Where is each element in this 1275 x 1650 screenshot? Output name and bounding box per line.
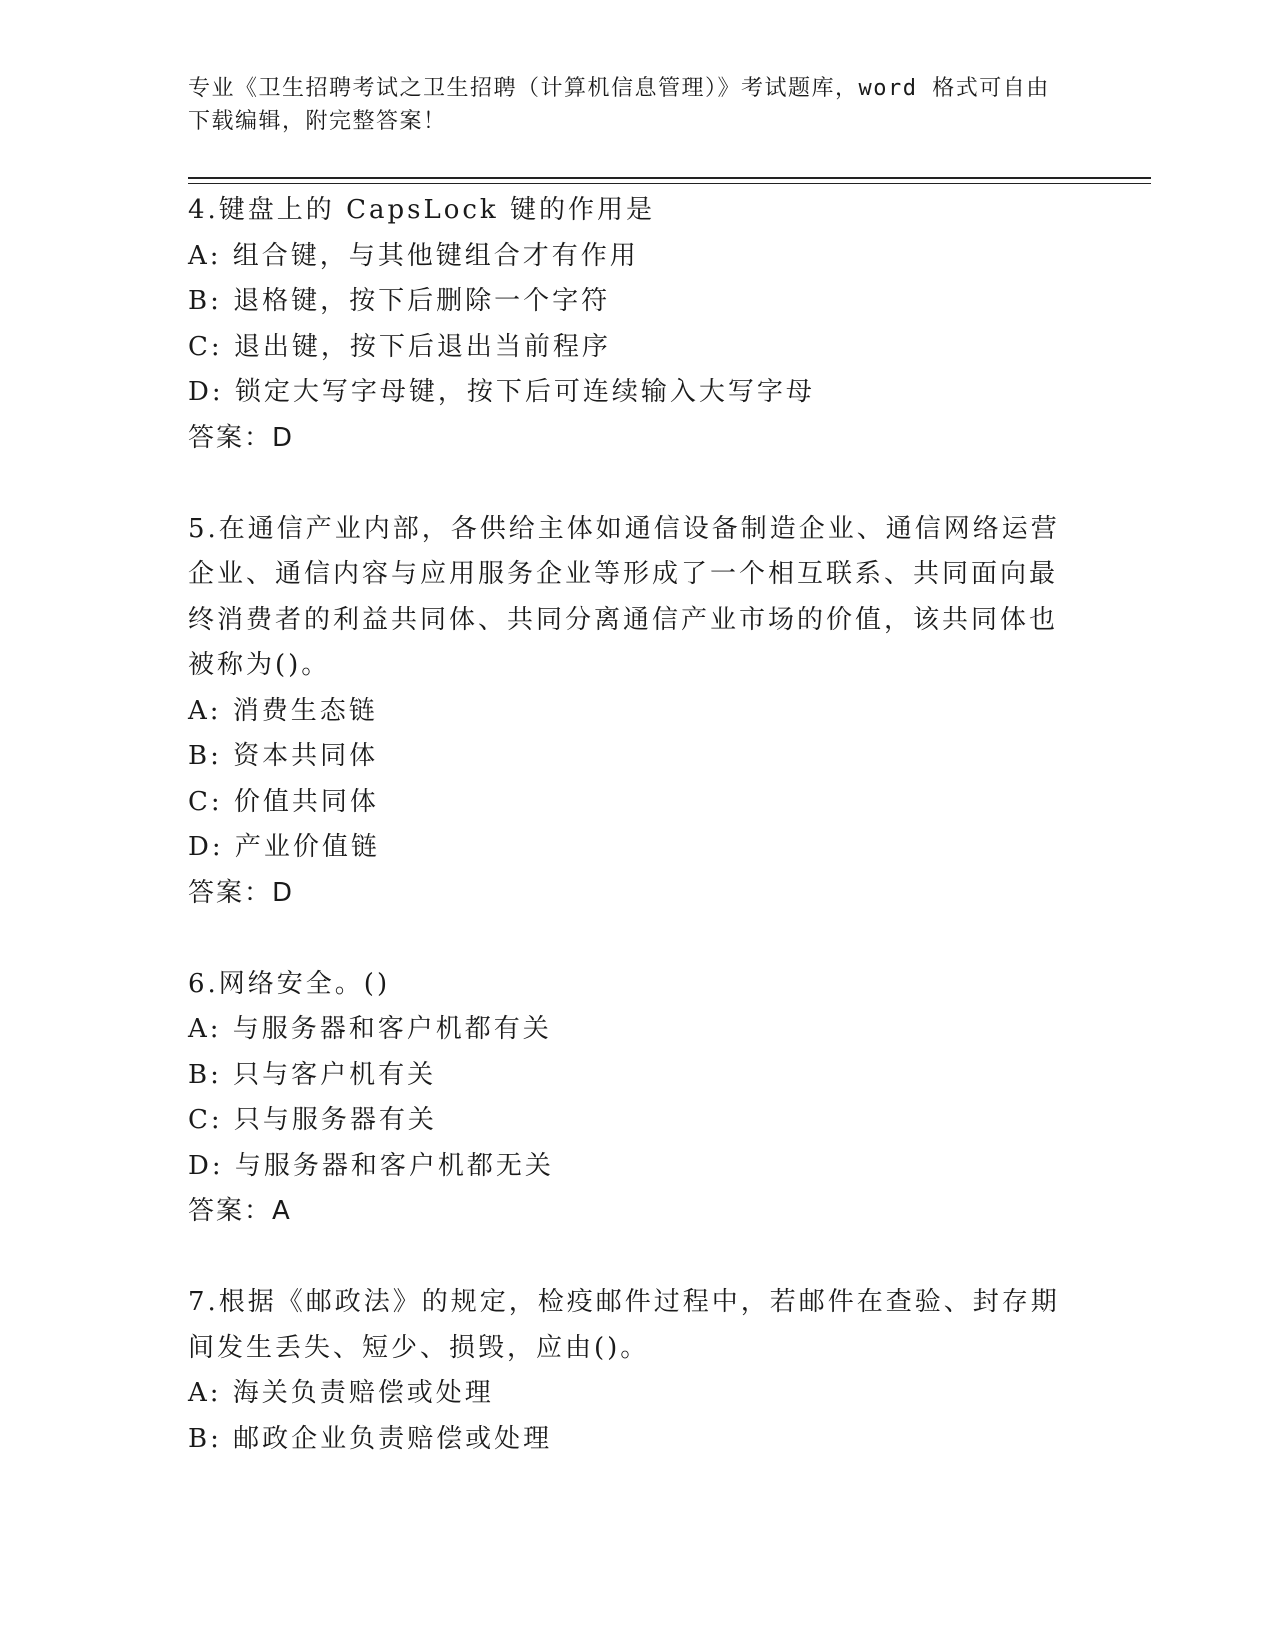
- option-d: D: 产业价值链: [188, 832, 380, 862]
- answer-line: 答案：A: [188, 1196, 292, 1226]
- option-b: B: 邮政企业负责赔偿或处理: [188, 1423, 553, 1454]
- header-divider-thin: [188, 183, 1151, 184]
- option-c: C: 退出键，按下后退出当前程序: [188, 331, 611, 362]
- option-d: D: 锁定大写字母键，按下后可连续输入大写字母: [188, 377, 815, 407]
- answer-line: 答案：D: [188, 422, 295, 453]
- option-d: D: 与服务器和客户机都无关: [188, 1150, 554, 1181]
- question-item: [188, 507, 1068, 917]
- option-a: A: 海关负责赔偿或处理: [188, 1378, 494, 1408]
- answer-line: 答案：D: [188, 877, 295, 908]
- question-item: [188, 1280, 1068, 1462]
- document-header: 专业《卫生招聘考试之卫生招聘（计算机信息管理）》考试题库，word 格式可自由下载编辑，附完整答案！: [188, 76, 1050, 134]
- question-stem: 5.在通信产业内部，各供给主体如通信设备制造企业、通信网络运营企业、通信内容与应用服务企业等形成了一个相互联系、共同面向最终消费者的利益共同体、共同分离通信产业市场的价值，该共同体也被称为()。: [188, 513, 1060, 680]
- option-c: C: 只与服务器有关: [188, 1105, 437, 1135]
- option-b: B: 只与客户机有关: [188, 1059, 437, 1090]
- option-b: B: 资本共同体: [188, 741, 379, 771]
- question-stem: 6.网络安全。(): [188, 968, 391, 999]
- question-item: [188, 188, 1068, 461]
- option-c: C: 价值共同体: [188, 786, 379, 817]
- spacer: [188, 1235, 1068, 1281]
- question-item: [188, 962, 1068, 1235]
- question-stem: 7.根据《邮政法》的规定，检疫邮件过程中，若邮件在查验、封存期间发生丢失、短少、损毁，应由()。: [188, 1287, 1060, 1363]
- spacer: [188, 461, 1068, 507]
- spacer: [188, 916, 1068, 962]
- question-stem: 4.键盘上的 CapsLock 键的作用是: [188, 195, 655, 225]
- header-divider-thick: [188, 177, 1151, 179]
- option-a: A: 与服务器和客户机都有关: [188, 1014, 552, 1044]
- option-a: A: 消费生态链: [188, 695, 378, 726]
- option-b: B: 退格键，按下后删除一个字符: [188, 286, 611, 316]
- question-list: [188, 188, 1068, 1462]
- option-a: A: 组合键，与其他键组合才有作用: [188, 240, 639, 271]
